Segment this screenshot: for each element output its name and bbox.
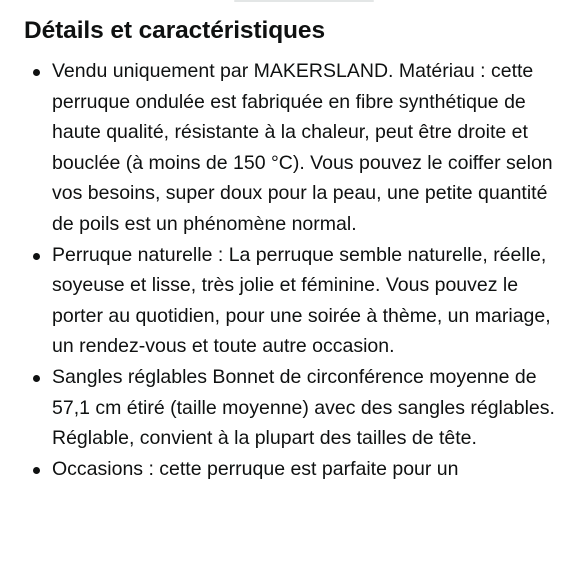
feature-bullet-text: Occasions : cette perruque est parfaite pour un — [52, 457, 459, 480]
feature-bullet-item — [20, 362, 565, 454]
feature-bullet-text: Vendu uniquement par MAKERSLAND. Matériau : cette perruque ondulée est fabriquée en fibre synthétique de haute qualité, résistante à la chaleur, peut être droite et bouclée (à moins de 150 °C). Vous pouvez le coiffer selon vos besoins, super doux pour la peau, une petite quantité de poils est un phénomène normal. — [52, 60, 553, 235]
feature-bullet-text: Sangles réglables Bonnet de circonférence moyenne de 57,1 cm étiré (taille moyenne) avec des sangles réglables. Réglable, convient à la plupart des tailles de tête. — [52, 365, 555, 450]
feature-bullet-list — [20, 56, 565, 484]
feature-bullet-item — [20, 56, 565, 240]
feature-bullet-item — [20, 240, 565, 362]
bullet-dot-icon — [33, 375, 40, 382]
details-section — [20, 14, 565, 484]
scroll-indicator-bar — [234, 0, 374, 2]
bullet-dot-icon — [33, 467, 40, 474]
bullet-dot-icon — [33, 69, 40, 76]
bullet-dot-icon — [33, 253, 40, 260]
section-title: Détails et caractéristiques — [24, 17, 325, 44]
feature-bullet-text: Perruque naturelle : La perruque semble naturelle, réelle, soyeuse et lisse, très jolie et féminine. Vous pouvez le porter au quotidien, pour une soirée à thème, un mariage, un rendez-vous et toute autre occasion. — [52, 243, 551, 358]
feature-bullet-item — [20, 454, 565, 485]
